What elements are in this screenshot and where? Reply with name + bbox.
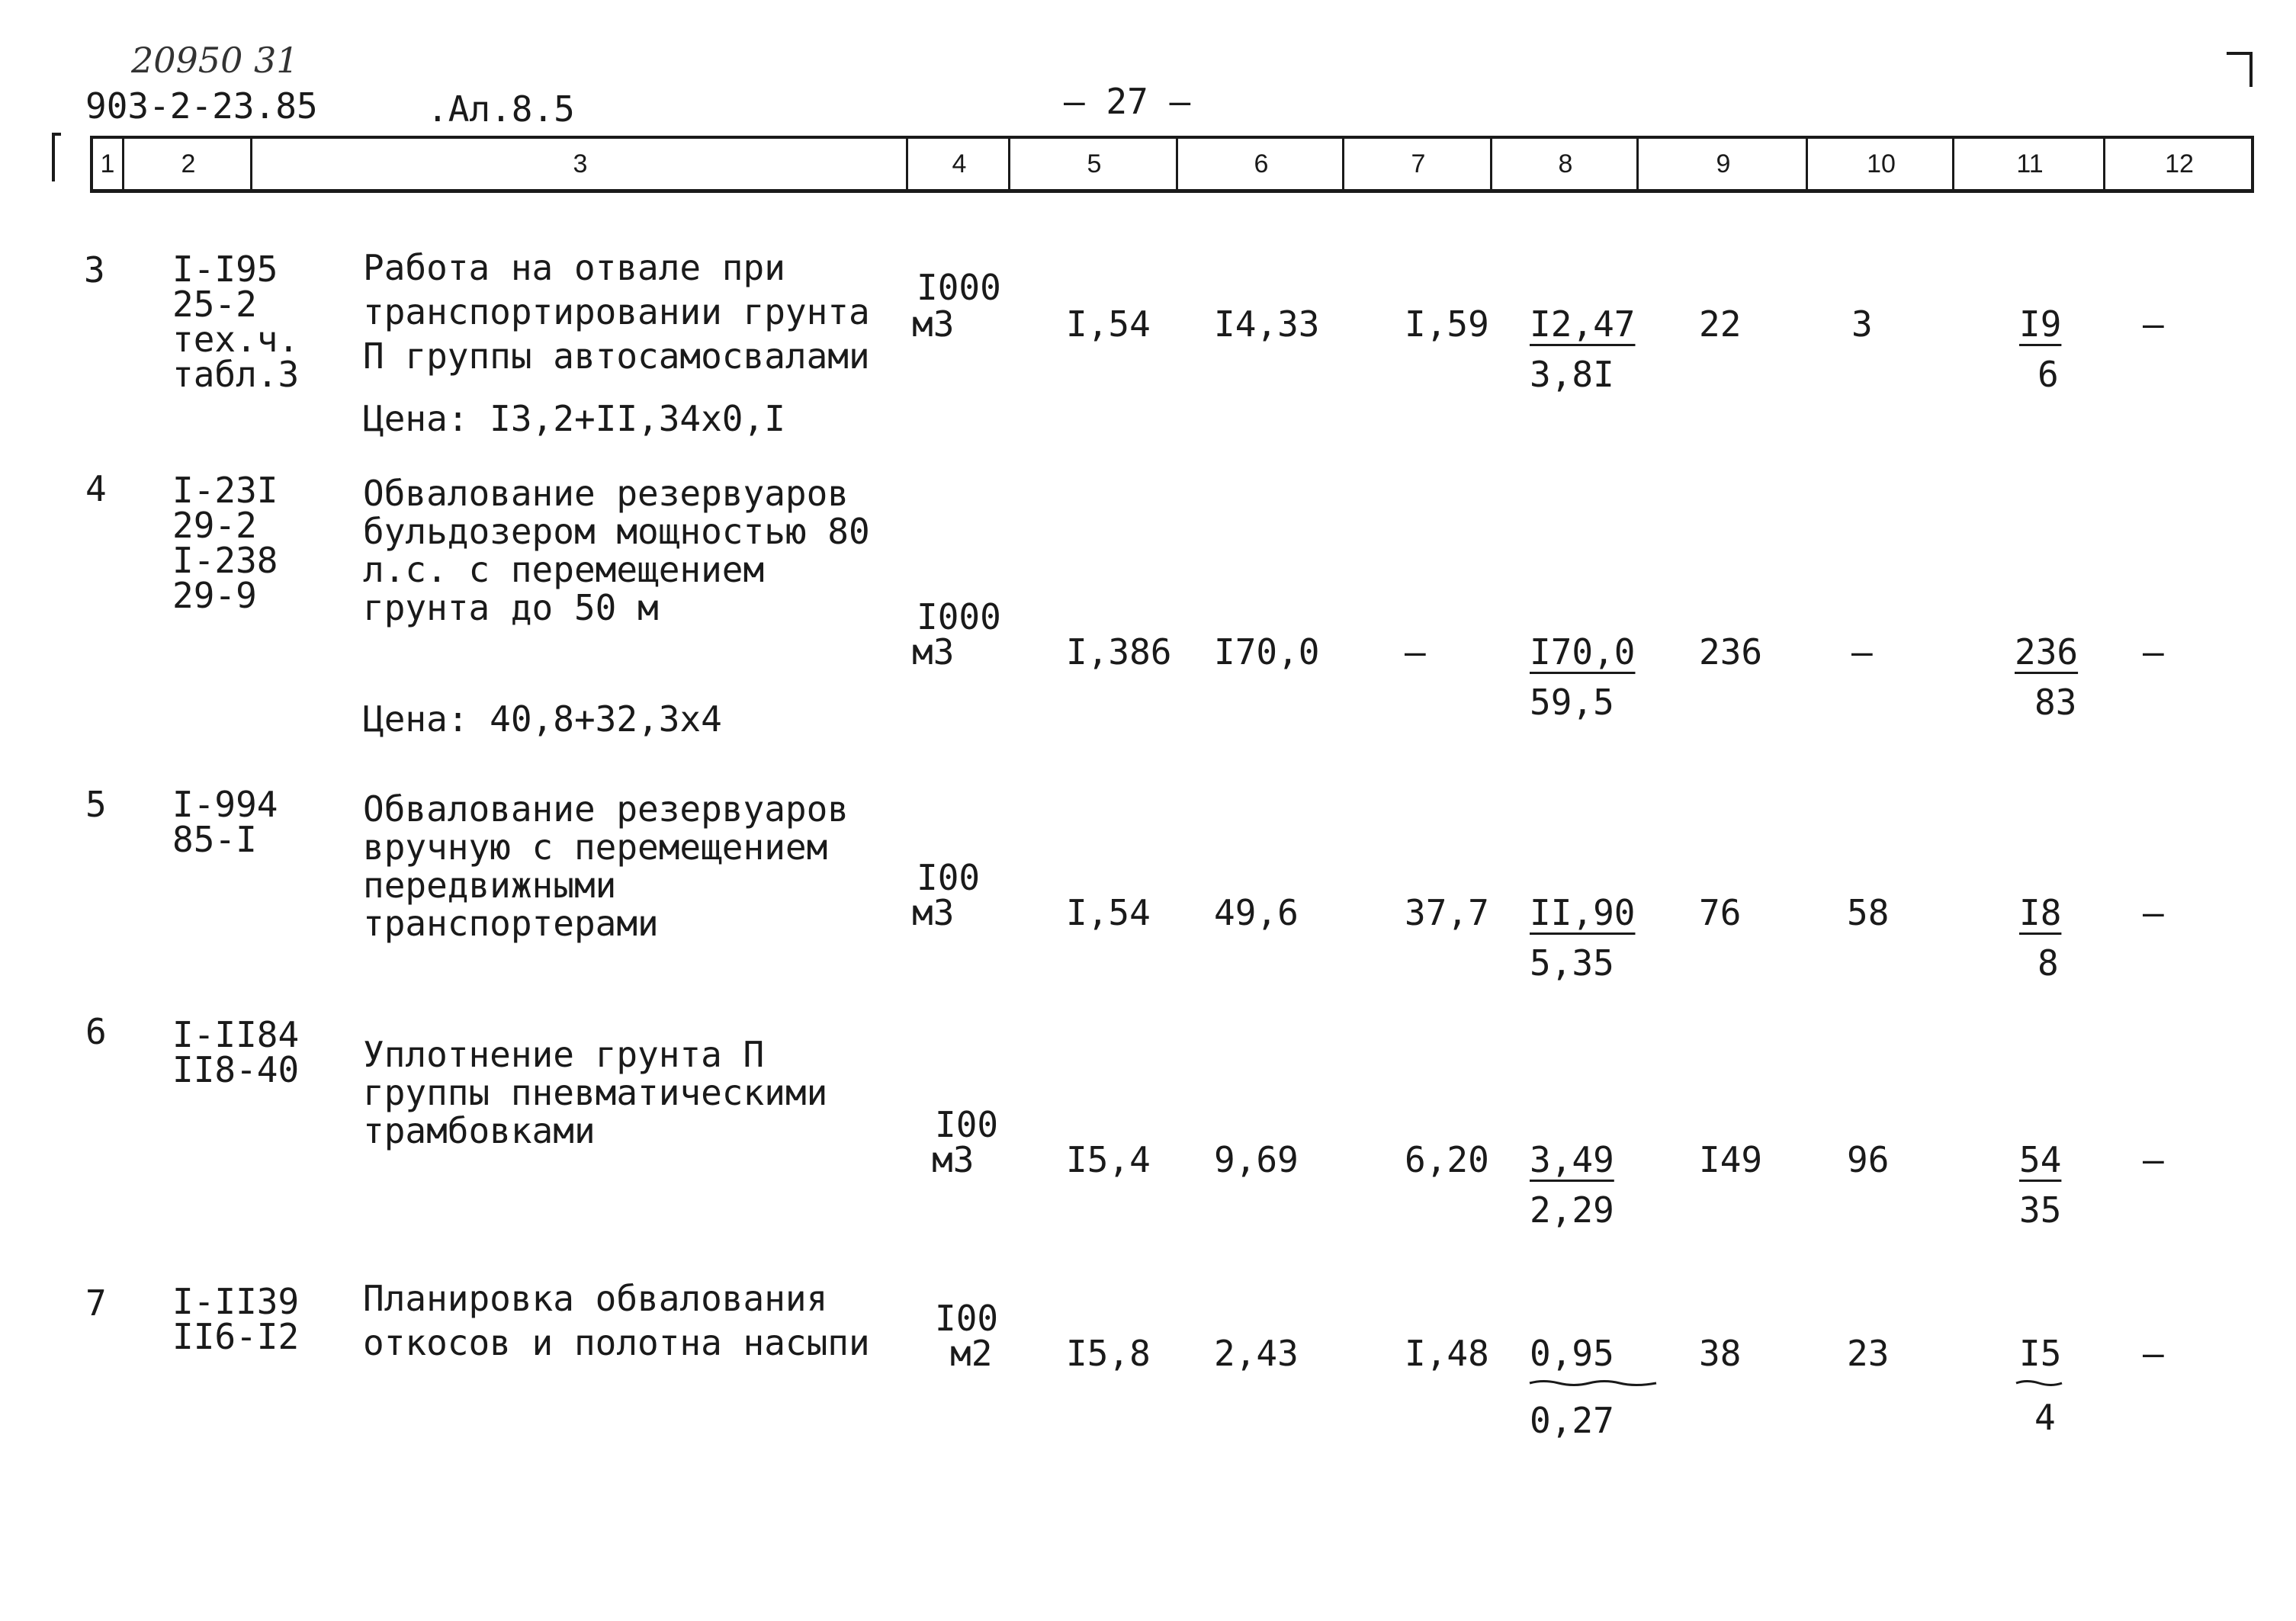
col11-bottom-value: 8 — [2037, 942, 2059, 984]
price-formula: Цена: 40,8+32,3x4 — [363, 698, 722, 740]
column-header: 6 — [1176, 139, 1344, 189]
col8-top-value: 3,49 — [1530, 1139, 1614, 1180]
col7-value: 6,20 — [1405, 1139, 1489, 1180]
work-description: Обвалование резервуаров вручную с перемещением передвижными транспортерами — [363, 788, 849, 944]
row-number: 7 — [85, 1282, 107, 1324]
sheet-reference: .Ал.8.5 — [427, 88, 575, 130]
col10-value: 96 — [1847, 1139, 1890, 1180]
handwritten-reference: 20950 31 — [131, 40, 299, 81]
column-header: 1 — [100, 149, 115, 178]
norm-code: I-II84 II8-40 — [172, 1014, 300, 1090]
col11-top-value: 236 — [2015, 631, 2079, 672]
col5-value: I5,8 — [1066, 1333, 1151, 1374]
col10-value: 3 — [1851, 303, 1873, 345]
col8-top-value: 0,95 — [1530, 1333, 1614, 1374]
fraction-wavy-line — [1528, 1379, 1658, 1386]
fraction-wavy-line — [2015, 1379, 2063, 1386]
col7-value: – — [1405, 631, 1426, 672]
column-header: 9 — [1636, 139, 1808, 189]
col5-value: I,54 — [1066, 892, 1151, 933]
col12-value: – — [2143, 631, 2164, 672]
column-header: 8 — [1490, 139, 1639, 189]
column-header: 10 — [1806, 139, 1954, 189]
norm-code: I-23I 29-2 I-238 29-9 — [172, 470, 278, 616]
col9-value: 38 — [1699, 1333, 1742, 1374]
unit: м3 — [932, 1139, 975, 1180]
row-number: 4 — [85, 468, 107, 509]
price-formula: Цена: I3,2+II,34x0,I — [363, 398, 785, 439]
col9-value: 236 — [1699, 631, 1763, 672]
col9-value: I49 — [1699, 1139, 1763, 1180]
col8-bottom-value: 3,8I — [1530, 354, 1614, 395]
col11-bottom-value: 6 — [2037, 354, 2059, 395]
unit: м3 — [912, 892, 955, 933]
column-header: 12 — [2103, 139, 2253, 189]
col8-bottom-value: 59,5 — [1530, 682, 1614, 723]
col7-value: 37,7 — [1405, 892, 1489, 933]
unit-quantity: I00 — [917, 857, 981, 898]
col6-value: 9,69 — [1214, 1139, 1299, 1180]
col11-top-value: I9 — [2019, 303, 2062, 345]
col8-bottom-value: 5,35 — [1530, 942, 1614, 984]
work-description: Работа на отвале при транспортировании грунта П группы автосамосвалами — [363, 247, 870, 377]
work-description: Обвалование резервуаров бульдозером мощностью 80 л.с. с перемещением грунта до 50 м — [363, 473, 870, 628]
col8-top-value: I2,47 — [1530, 303, 1636, 345]
col5-value: I,386 — [1066, 631, 1172, 672]
col9-value: 22 — [1699, 303, 1742, 345]
row-number: 3 — [84, 249, 105, 290]
col8-top-value: II,90 — [1530, 892, 1636, 933]
col10-value: – — [1851, 631, 1873, 672]
col6-value: I70,0 — [1214, 631, 1320, 672]
corner-mark-top-right — [2225, 50, 2256, 88]
unit: м2 — [950, 1333, 993, 1374]
col11-top-value: I8 — [2019, 892, 2062, 933]
col11-bottom-value: 83 — [2034, 682, 2077, 723]
norm-code: I-I95 25-2 тех.ч. табл.3 — [172, 249, 300, 395]
col11-bottom-value: 4 — [2034, 1397, 2056, 1438]
col11-top-value: I5 — [2019, 1333, 2062, 1374]
col6-value: 2,43 — [1214, 1333, 1299, 1374]
corner-mark-left — [50, 131, 66, 185]
unit: м3 — [912, 303, 955, 345]
col12-value: – — [2143, 303, 2164, 345]
unit: м3 — [912, 631, 955, 672]
work-description: Планировка обвалования откосов и полотна насыпи — [363, 1278, 870, 1363]
column-header: 2 — [122, 139, 252, 189]
row-number: 6 — [85, 1011, 107, 1052]
row-number: 5 — [85, 784, 107, 825]
column-header: 4 — [906, 139, 1010, 189]
page-number: — 27 — — [1064, 81, 1191, 122]
column-header: 3 — [250, 139, 908, 189]
unit-quantity: I00 — [935, 1298, 999, 1339]
col10-value: 58 — [1847, 892, 1890, 933]
column-header: 5 — [1008, 139, 1178, 189]
col11-top-value: 54 — [2019, 1139, 2062, 1180]
col5-value: I5,4 — [1066, 1139, 1151, 1180]
document-code: 903-2-23.85 — [85, 85, 318, 127]
col12-value: – — [2143, 1139, 2164, 1180]
column-header-row — [90, 136, 2254, 193]
unit-quantity: I000 — [917, 596, 1001, 637]
unit-quantity: I000 — [917, 267, 1001, 308]
col11-bottom-value: 35 — [2019, 1189, 2062, 1231]
col12-value: – — [2143, 892, 2164, 933]
col10-value: 23 — [1847, 1333, 1890, 1374]
col5-value: I,54 — [1066, 303, 1151, 345]
col9-value: 76 — [1699, 892, 1742, 933]
col6-value: 49,6 — [1214, 892, 1299, 933]
norm-code: I-II39 II6-I2 — [172, 1281, 300, 1357]
col6-value: I4,33 — [1214, 303, 1320, 345]
col7-value: I,59 — [1405, 303, 1489, 345]
col12-value: – — [2143, 1333, 2164, 1374]
col8-bottom-value: 2,29 — [1530, 1189, 1614, 1231]
unit-quantity: I00 — [935, 1104, 999, 1145]
norm-code: I-994 85-I — [172, 784, 278, 860]
col8-top-value: I70,0 — [1530, 631, 1636, 672]
column-header: 7 — [1342, 139, 1492, 189]
work-description: Уплотнение грунта П группы пневматическими трамбовками — [363, 1034, 828, 1151]
col7-value: I,48 — [1405, 1333, 1489, 1374]
column-header: 11 — [1952, 139, 2105, 189]
col8-bottom-value: 0,27 — [1530, 1400, 1614, 1441]
